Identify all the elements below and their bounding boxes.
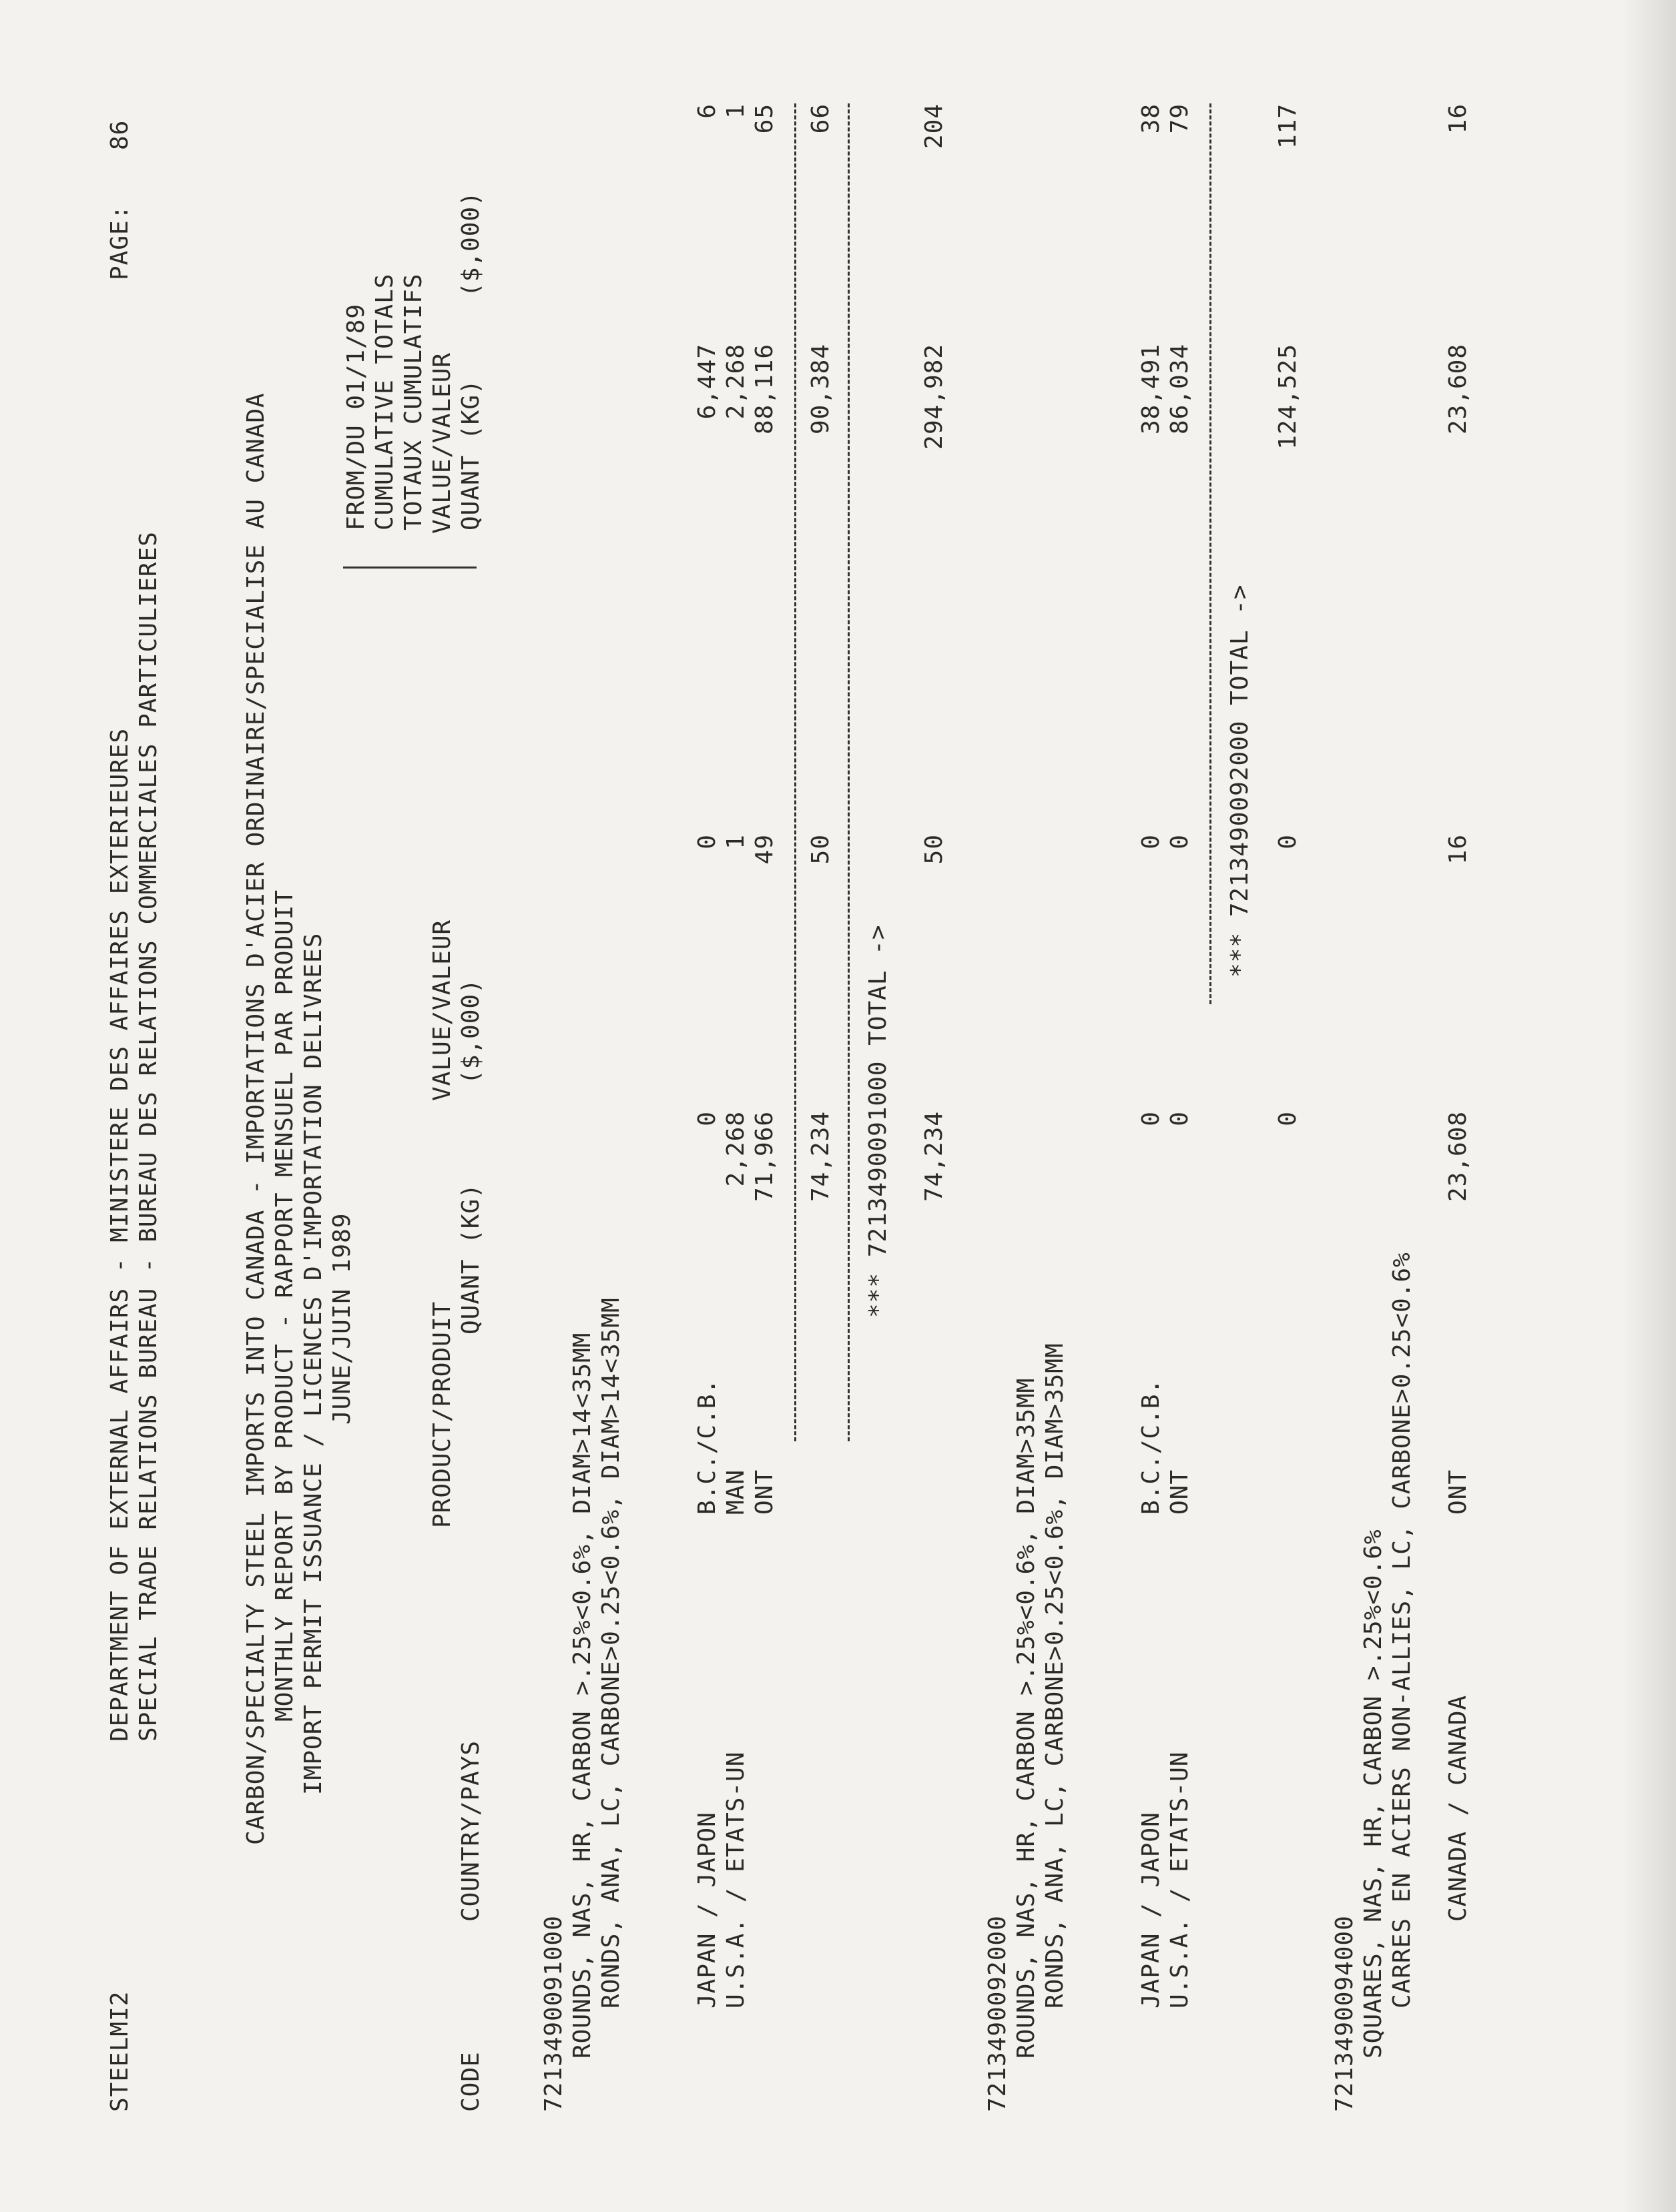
- product-code-2: 7213490092000: [984, 1915, 1011, 2112]
- total-cumval-1: 204: [920, 103, 948, 149]
- monthly-value-label: VALUE/VALEUR: [429, 919, 456, 1101]
- cumulative-en: CUMULATIVE TOTALS: [371, 273, 398, 530]
- total-rule-2: [1209, 103, 1211, 1004]
- country-3-1: CANADA / CANADA: [1444, 1694, 1472, 1922]
- cumqty-2-2: 86,034: [1166, 344, 1193, 435]
- cumulative-fr: TOTAUX CUMULATIFS: [400, 273, 427, 530]
- cumqty-2-1: 38,491: [1137, 344, 1165, 435]
- cumval-2-1: 38: [1137, 103, 1165, 134]
- val-1-3: 49: [751, 834, 778, 865]
- cumval-1-3: 65: [751, 103, 778, 134]
- qty-2-1: 0: [1137, 1111, 1165, 1126]
- qty-2-2: 0: [1166, 1111, 1193, 1126]
- cumulative-from: FROM/DU 01/1/89: [342, 303, 370, 530]
- product-code-1: 7213490091000: [540, 1915, 567, 2112]
- country-2-2: U.S.A. / ETATS-UN: [1166, 1751, 1193, 2008]
- title-period: JUNE/JUIN 1989: [328, 1212, 356, 1425]
- country-1-1: JAPAN / JAPON: [693, 1812, 721, 2008]
- binding-shadow: [1622, 0, 1676, 2212]
- cumval-1-2: 1: [722, 103, 750, 119]
- product-code-3: 7213490094000: [1331, 1915, 1358, 2112]
- product-desc-fr-1: RONDS, ANA, LC, CARBONE>0.25<0.6%, DIAM>14<35MM: [597, 1297, 625, 2008]
- province-1-1: B.C./C.B.: [693, 1378, 721, 1515]
- qty-1-3: 71,966: [751, 1111, 778, 1202]
- subtotal-cumqty-1: 90,384: [807, 344, 834, 435]
- total-cumval-2: 117: [1274, 103, 1302, 149]
- product-desc-en-2: ROUNDS, NAS, HR, CARBON >.25%<0.6%, DIAM>35MM: [1013, 1377, 1040, 2059]
- total-cumqty-1: 294,982: [920, 344, 948, 450]
- province-2-2: ONT: [1166, 1469, 1193, 1515]
- val-2-1: 0: [1137, 834, 1165, 849]
- cumqty-1-2: 2,268: [722, 344, 750, 420]
- product-desc-en-1: ROUNDS, NAS, HR, CARBON >.25%<0.6%, DIAM>14<35MM: [569, 1332, 596, 2059]
- qty-1-2: 2,268: [722, 1111, 750, 1187]
- val-2-2: 0: [1166, 834, 1193, 849]
- monthly-value-header: ($,000): [457, 978, 485, 1084]
- total-cumqty-2: 124,525: [1274, 344, 1302, 450]
- subtotal-cumval-1: 66: [807, 103, 834, 134]
- product-header: PRODUCT/PRODUIT: [429, 1301, 456, 1528]
- province-2-1: B.C./C.B.: [1137, 1378, 1165, 1515]
- qty-1-1: 0: [693, 1111, 721, 1126]
- province-3-1: ONT: [1444, 1469, 1472, 1515]
- cumval-1-1: 6: [693, 103, 721, 119]
- country-2-1: JAPAN / JAPON: [1137, 1812, 1165, 2008]
- cumulative-quant-header: QUANT (KG): [457, 379, 485, 530]
- monthly-quant-header: QUANT (KG): [457, 1183, 485, 1335]
- cumqty-1-1: 6,447: [693, 344, 721, 420]
- total-label-2: *** 7213490092000 TOTAL ->: [1226, 584, 1253, 978]
- val-1-2: 1: [722, 834, 750, 849]
- total-qty-2: 0: [1274, 1111, 1302, 1126]
- column-divider: [343, 567, 477, 569]
- total-qty-1: 74,234: [920, 1111, 948, 1202]
- dept-line-1: DEPARTMENT OF EXTERNAL AFFAIRS - MINISTERE DES AFFAIRES EXTERIEURES: [106, 727, 133, 1742]
- country-header: COUNTRY/PAYS: [457, 1740, 485, 1922]
- title-line-1: CARBON/SPECIALTY STEEL IMPORTS INTO CANADA - IMPORTATIONS D'ACIER ORDINAIRE/SPECIALISE AU CANADA: [242, 392, 270, 1845]
- cumulative-value-header: ($,000): [457, 191, 485, 297]
- province-1-3: ONT: [751, 1469, 778, 1515]
- cumval-3-1: 16: [1444, 103, 1472, 134]
- product-desc-en-3: SQUARES, NAS, HR, CARBON >.25%<0.6%: [1360, 1529, 1387, 2059]
- val-1-1: 0: [693, 834, 721, 849]
- product-desc-fr-2: RONDS, ANA, LC, CARBONE>0.25<0.6%, DIAM>35MM: [1041, 1343, 1069, 2008]
- page-number: 86: [106, 119, 133, 150]
- total-val-2: 0: [1274, 834, 1302, 849]
- report-id: STEELMI2: [106, 1990, 133, 2112]
- subtotal-val-1: 50: [807, 834, 834, 865]
- dept-line-2: SPECIAL TRADE RELATIONS BUREAU - BUREAU DES RELATIONS COMMERCIALES PARTICULIERES: [135, 531, 162, 1742]
- qty-3-1: 23,608: [1444, 1111, 1472, 1202]
- country-1-2: U.S.A. / ETATS-UN: [722, 1751, 750, 2008]
- product-desc-fr-3: CARRES EN ACIERS NON-ALLIES, LC, CARBONE>0.25<0.6%: [1388, 1252, 1416, 2008]
- province-1-2: MAN: [722, 1469, 750, 1515]
- cumval-2-2: 79: [1166, 103, 1193, 134]
- title-line-2: MONTHLY REPORT BY PRODUCT - RAPPORT MENSUEL PAR PRODUIT: [271, 889, 298, 1722]
- total-rule-1: [848, 103, 850, 1441]
- cumqty-3-1: 23,608: [1444, 344, 1472, 435]
- total-label-1: *** 7213490091000 TOTAL ->: [864, 924, 892, 1318]
- code-header: CODE: [457, 2051, 485, 2112]
- val-3-1: 16: [1444, 834, 1472, 865]
- cumqty-1-3: 88,116: [751, 344, 778, 435]
- subtotal-qty-1: 74,234: [807, 1111, 834, 1202]
- page-label: PAGE:: [106, 204, 133, 280]
- cumulative-value-label: VALUE/VALEUR: [429, 352, 456, 534]
- title-line-3: IMPORT PERMIT ISSUANCE / LICENCES D'IMPORTATION DELIVREES: [300, 932, 327, 1795]
- subtotal-rule-1: [794, 103, 796, 1441]
- total-val-1: 50: [920, 834, 948, 865]
